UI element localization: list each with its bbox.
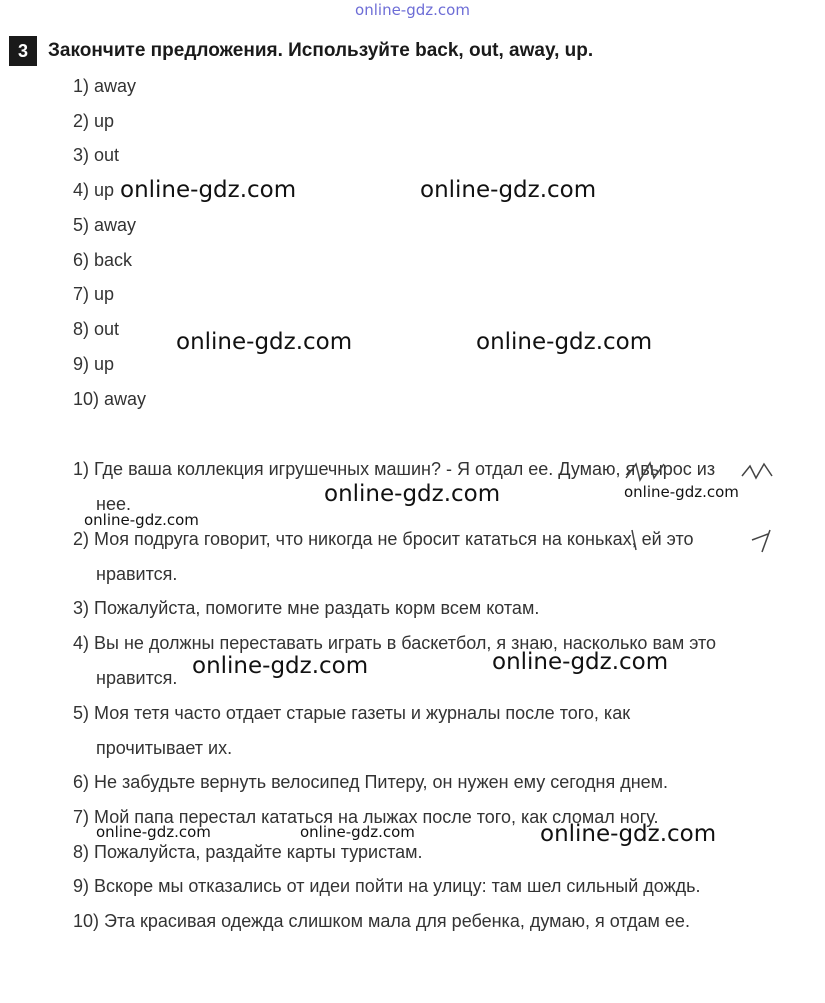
- site-watermark: online-gdz.com: [540, 821, 717, 847]
- translation-item: [73, 522, 811, 592]
- pen-scribble-icon: [628, 526, 658, 554]
- translation-line: 1) Где ваша коллекция игрушечных машин? - Я отдал ее. Думаю, я вырос из: [73, 459, 716, 479]
- answer-item: 4) up: [73, 180, 115, 200]
- answer-item: 5) away: [73, 215, 137, 235]
- site-watermark: online-gdz.com: [84, 511, 199, 529]
- site-watermark: online-gdz.com: [176, 329, 353, 355]
- translation-line: 7) Мой папа перестал кататься на лыжах после того, как сломал ногу.: [73, 807, 659, 827]
- exercise-title: Закончите предложения. Используйте back, out, away, up.: [48, 40, 594, 61]
- translation-line: 5) Моя тетя часто отдает старые газеты и журналы после того, как: [73, 703, 631, 723]
- site-watermark: online-gdz.com: [492, 649, 669, 675]
- translation-item: [73, 904, 811, 939]
- site-watermark: online-gdz.com: [476, 329, 653, 355]
- answer-item: 8) out: [73, 319, 120, 339]
- translation-item: [73, 765, 811, 800]
- translation-line: 9) Вскоре мы отказались от идеи пойти на улицу: там шел сильный дождь.: [73, 876, 701, 896]
- translation-line: 2) Моя подруга говорит, что никогда не бросит кататься на коньках, ей это: [73, 529, 694, 549]
- site-watermark-top: online-gdz.com: [355, 1, 470, 19]
- pen-scribble-icon: [622, 458, 672, 486]
- translation-item: [73, 696, 811, 766]
- site-watermark: online-gdz.com: [324, 481, 501, 507]
- answer-item: 2) up: [73, 111, 115, 131]
- translation-line: 3) Пожалуйста, помогите мне раздать корм всем котам.: [73, 598, 540, 618]
- translation-line: нравится.: [96, 668, 178, 688]
- answer-item: 1) away: [73, 76, 137, 96]
- translation-line: нее.: [96, 494, 131, 514]
- pen-scribble-icon: [738, 458, 778, 486]
- translation-item: [73, 591, 811, 626]
- site-watermark: online-gdz.com: [120, 177, 297, 203]
- answer-item: 6) back: [73, 250, 133, 270]
- pen-scribble-icon: [748, 526, 778, 554]
- translation-item: [73, 626, 811, 696]
- translation-line: 6) Не забудьте вернуть велосипед Питеру, он нужен ему сегодня днем.: [73, 772, 669, 792]
- answer-item: 3) out: [73, 145, 120, 165]
- exercise-number-badge: 3: [9, 36, 37, 66]
- translation-line: 10) Эта красивая одежда слишком мала для ребенка, думаю, я отдам ее.: [73, 911, 690, 931]
- translation-item: [73, 869, 811, 904]
- site-watermark: online-gdz.com: [192, 653, 369, 679]
- site-watermark: online-gdz.com: [420, 177, 597, 203]
- translation-line: нравится.: [96, 564, 178, 584]
- site-watermark: online-gdz.com: [96, 823, 211, 841]
- answer-item: 10) away: [73, 389, 147, 409]
- answer-item: 9) up: [73, 354, 115, 374]
- translation-line: прочитывает их.: [96, 738, 233, 758]
- translation-line: 8) Пожалуйста, раздайте карты туристам.: [73, 842, 423, 862]
- answer-item: 7) up: [73, 284, 115, 304]
- site-watermark: online-gdz.com: [624, 483, 739, 501]
- translation-line: 4) Вы не должны переставать играть в баскетбол, я знаю, насколько вам это: [73, 633, 717, 653]
- site-watermark: online-gdz.com: [300, 823, 415, 841]
